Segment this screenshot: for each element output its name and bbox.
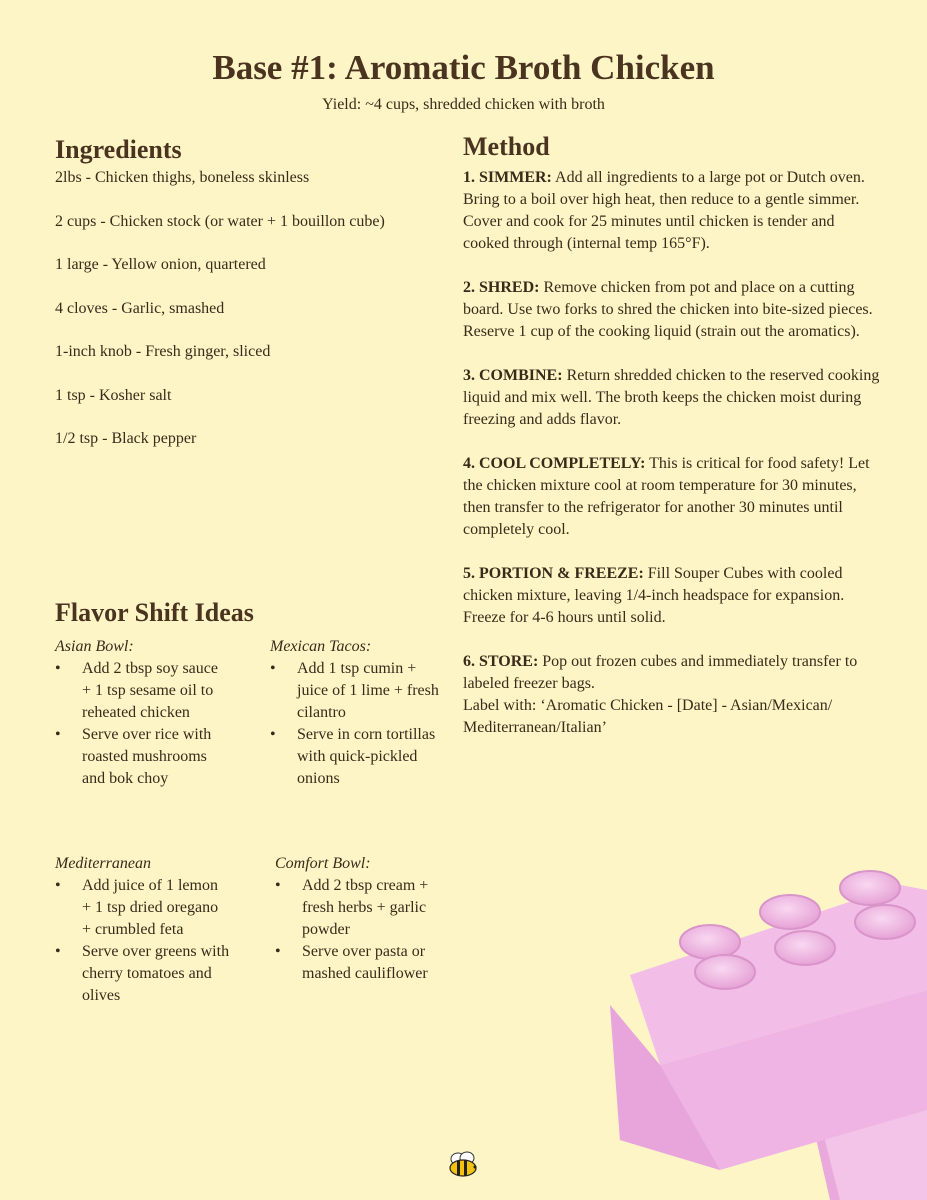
toy-brick-icon: [600, 870, 927, 1200]
page-title: Base #1: Aromatic Broth Chicken: [212, 48, 715, 87]
flavor-item: • Add 2 tbsp soy sauce + 1 tsp sesame oil to reheated chicken: [55, 658, 230, 724]
ingredient-item: 1/2 tsp - Black pepper: [55, 430, 197, 447]
ingredients-section: [55, 135, 435, 472]
ingredient-list: [55, 167, 435, 450]
method-step: [463, 365, 883, 431]
step-label: 3. COMBINE:: [463, 367, 563, 384]
method-steps: [463, 167, 883, 739]
ingredients-heading: Ingredients: [55, 135, 182, 164]
flavor-item: • Serve over greens with cherry tomatoes and olives: [55, 941, 230, 1007]
flavor-list: [275, 875, 455, 985]
flavor-list: [270, 658, 445, 790]
label-instructions: Label with: ‘Aromatic Chicken - [Date] - Asian/Mexican/ Mediterranean/Italian’: [463, 697, 833, 736]
ingredient-item: 2 cups - Chicken stock (or water + 1 bouillon cube): [55, 212, 385, 230]
flavor-group-title: Mediterranean: [55, 855, 151, 872]
flavor-list: [55, 875, 230, 1007]
ingredient-item: 4 cloves - Garlic, smashed: [55, 299, 225, 317]
flavor-item: • Add 1 tsp cumin + juice of 1 lime + fresh cilantro: [270, 658, 445, 724]
flavor-shift-section: [55, 598, 455, 1004]
step-text: Add all ingredients to a large pot or Dutch oven. Bring to a boil over high heat, then reduce to a gentle simmer. Cover and cook for 25 minutes until chicken is tender and cooked through (internal temp 165°F).: [463, 169, 865, 252]
method-step: [463, 453, 883, 541]
flavor-heading: Flavor Shift Ideas: [55, 598, 254, 627]
flavor-group-title: Mexican Tacos:: [270, 638, 372, 655]
flavor-group-mediterranean: [55, 853, 230, 1007]
step-label: 2. SHRED:: [463, 279, 540, 296]
method-heading: Method: [463, 132, 550, 161]
yield-line: Yield: ~4 cups, shredded chicken with broth: [322, 96, 605, 113]
flavor-group-asian: [55, 636, 230, 790]
method-step: [463, 167, 883, 255]
step-text: This is critical for food safety! Let the chicken mixture cool at room temperature for 30 minutes, then transfer to the refrigerator for another 30 minutes until completely cool.: [463, 455, 870, 538]
ingredient-item: 2lbs - Chicken thighs, boneless skinless: [55, 169, 310, 186]
step-label: 6. STORE:: [463, 653, 539, 670]
flavor-item: • Add 2 tbsp cream + fresh herbs + garlic powder: [275, 875, 455, 941]
step-text: Remove chicken from pot and place on a cutting board. Use two forks to shred the chicken into bite-sized pieces. Reserve 1 cup of the cooking liquid (strain out the aromatics).: [463, 279, 873, 340]
method-step: [463, 563, 883, 629]
ingredient-item: 1 large - Yellow onion, quartered: [55, 256, 266, 273]
flavor-list: [55, 658, 230, 790]
flavor-item: • Add juice of 1 lemon + 1 tsp dried oregano + crumbled feta: [55, 875, 230, 941]
step-text: Fill Souper Cubes with cooled chicken mixture, leaving 1/4-inch headspace for expansion. Freeze for 4-6 hours until solid.: [463, 565, 845, 626]
step-label: 5. PORTION & FREEZE:: [463, 565, 644, 582]
step-text: Return shredded chicken to the reserved cooking liquid and mix well. The broth keeps the chicken moist during freezing and adds flavor.: [463, 367, 880, 428]
bee-icon: [445, 1150, 485, 1180]
step-text: Pop out frozen cubes and immediately transfer to labeled freezer bags.: [463, 653, 858, 692]
ingredient-item: 1-inch knob - Fresh ginger, sliced: [55, 343, 271, 360]
step-label: 4. COOL COMPLETELY:: [463, 455, 646, 472]
method-step: [463, 651, 883, 739]
step-label: 1. SIMMER:: [463, 169, 552, 186]
flavor-item: • Serve in corn tortillas with quick-pickled onions: [270, 724, 445, 790]
flavor-group-mexican: [270, 636, 445, 790]
flavor-group-title: Asian Bowl:: [55, 638, 134, 655]
flavor-group-comfort: [275, 853, 455, 985]
flavor-group-title: Comfort Bowl:: [275, 855, 371, 872]
ingredient-item: 1 tsp - Kosher salt: [55, 386, 172, 404]
method-step: [463, 277, 883, 343]
method-section: [463, 132, 883, 761]
flavor-item: • Serve over rice with roasted mushrooms and bok choy: [55, 724, 230, 790]
flavor-item: • Serve over pasta or mashed cauliflower: [275, 941, 455, 985]
